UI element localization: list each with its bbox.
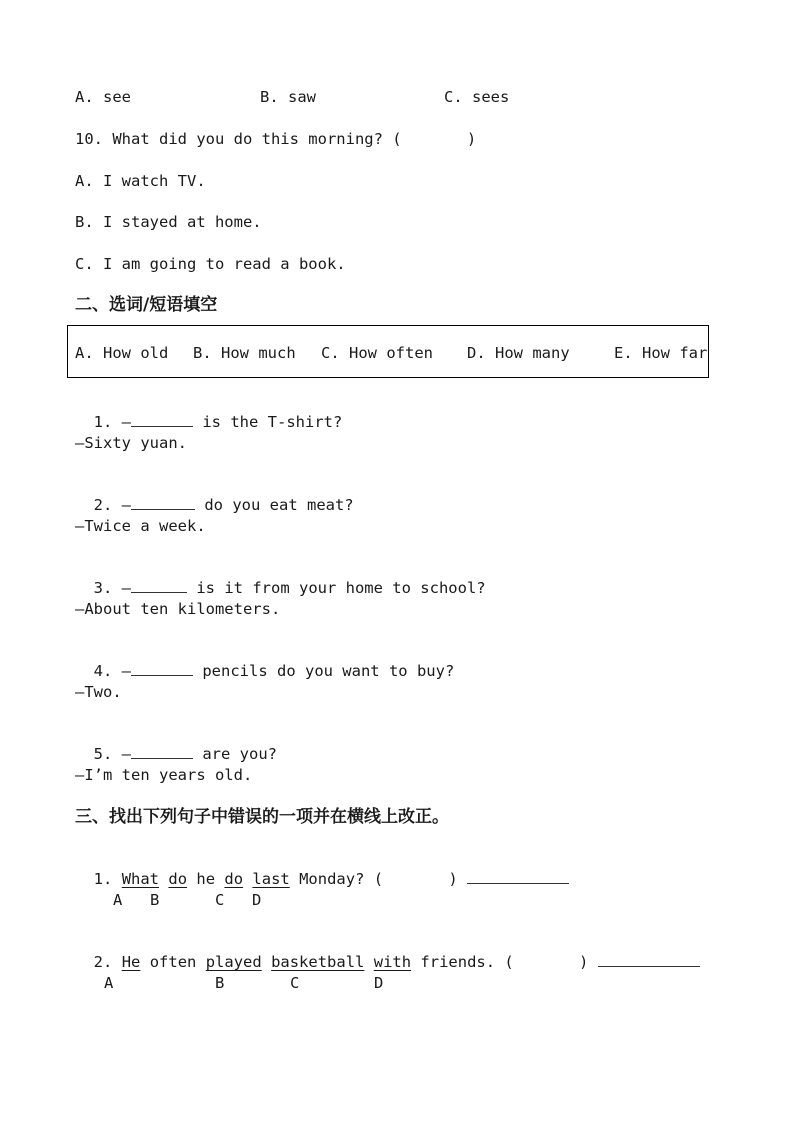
fill-item-3-num: 3. — bbox=[93, 579, 131, 597]
fill-answer-4: —Two. bbox=[75, 683, 122, 701]
fill-item-5-text: are you? bbox=[193, 745, 277, 763]
fill-item-4-text: pencils do you want to buy? bbox=[193, 662, 455, 680]
fill-item-3 bbox=[75, 558, 486, 598]
error-item-1-tail: Monday? ( ) bbox=[299, 870, 458, 888]
fill-item-3-text: is it from your home to school? bbox=[187, 579, 486, 597]
error-answer-blank-1[interactable] bbox=[467, 869, 569, 884]
error-item-1-word: he bbox=[196, 870, 216, 888]
fill-item-4-num: 4. — bbox=[93, 662, 131, 680]
error-item-2 bbox=[75, 932, 700, 972]
error-item-2-word-d: with bbox=[373, 953, 412, 971]
error-item-1-word-c: do bbox=[224, 870, 244, 888]
error-item-2-tail: friends. ( ) bbox=[420, 953, 589, 971]
word-bank-option-b: B. How much bbox=[193, 344, 296, 362]
error-item-1-label-b: B bbox=[150, 891, 160, 909]
error-item-2-word-b: played bbox=[205, 953, 262, 971]
error-item-2-num: 2. bbox=[93, 953, 113, 971]
fill-answer-2: —Twice a week. bbox=[75, 517, 206, 535]
error-item-2-label-a: A bbox=[104, 974, 114, 992]
q9-option-c: C. sees bbox=[444, 88, 510, 106]
error-item-1-word-d: last bbox=[252, 870, 290, 888]
fill-answer-1: —Sixty yuan. bbox=[75, 434, 187, 452]
error-item-1-num: 1. bbox=[93, 870, 113, 888]
error-item-1-label-d: D bbox=[252, 891, 262, 909]
section2-heading: 二、选词/短语填空 bbox=[75, 295, 218, 315]
error-item-2-label-c: C bbox=[290, 974, 300, 992]
error-item-1-word-a: What bbox=[121, 870, 160, 888]
fill-blank-2[interactable] bbox=[131, 495, 195, 510]
error-item-2-word-a: He bbox=[121, 953, 141, 971]
fill-item-2-num: 2. — bbox=[93, 496, 131, 514]
word-bank-option-e: E. How far bbox=[614, 344, 708, 362]
fill-item-5 bbox=[75, 724, 277, 764]
word-bank-option-d: D. How many bbox=[467, 344, 570, 362]
fill-item-1-text: is the T-shirt? bbox=[193, 413, 343, 431]
error-item-2-word: often bbox=[149, 953, 197, 971]
fill-item-1 bbox=[75, 392, 342, 432]
error-item-1-label-a: A bbox=[113, 891, 123, 909]
error-item-1-word-b: do bbox=[168, 870, 188, 888]
fill-item-1-num: 1. — bbox=[93, 413, 131, 431]
q9-option-a: A. see bbox=[75, 88, 131, 106]
error-answer-blank-2[interactable] bbox=[598, 952, 700, 967]
error-item-1-label-c: C bbox=[215, 891, 225, 909]
q9-option-b: B. saw bbox=[260, 88, 316, 106]
fill-item-2 bbox=[75, 475, 354, 515]
q10-stem: 10. What did you do this morning? ( ) bbox=[75, 130, 477, 148]
fill-blank-3[interactable] bbox=[131, 578, 187, 593]
fill-answer-3: —About ten kilometers. bbox=[75, 600, 281, 618]
q10-option-b: B. I stayed at home. bbox=[75, 213, 262, 231]
section3-heading: 三、找出下列句子中错误的一项并在横线上改正。 bbox=[75, 807, 449, 827]
fill-item-4 bbox=[75, 641, 454, 681]
q10-option-a: A. I watch TV. bbox=[75, 172, 206, 190]
q10-option-c: C. I am going to read a book. bbox=[75, 255, 346, 273]
error-item-2-label-b: B bbox=[215, 974, 225, 992]
error-item-1 bbox=[75, 849, 569, 889]
fill-blank-1[interactable] bbox=[131, 412, 193, 427]
fill-item-5-num: 5. — bbox=[93, 745, 131, 763]
fill-item-2-text: do you eat meat? bbox=[195, 496, 354, 514]
fill-blank-5[interactable] bbox=[131, 744, 193, 759]
fill-blank-4[interactable] bbox=[131, 661, 193, 676]
fill-answer-5: —I’m ten years old. bbox=[75, 766, 253, 784]
error-item-2-word-c: basketball bbox=[271, 953, 365, 971]
word-bank-option-c: C. How often bbox=[321, 344, 433, 362]
word-bank-option-a: A. How old bbox=[75, 344, 169, 362]
error-item-2-label-d: D bbox=[374, 974, 384, 992]
